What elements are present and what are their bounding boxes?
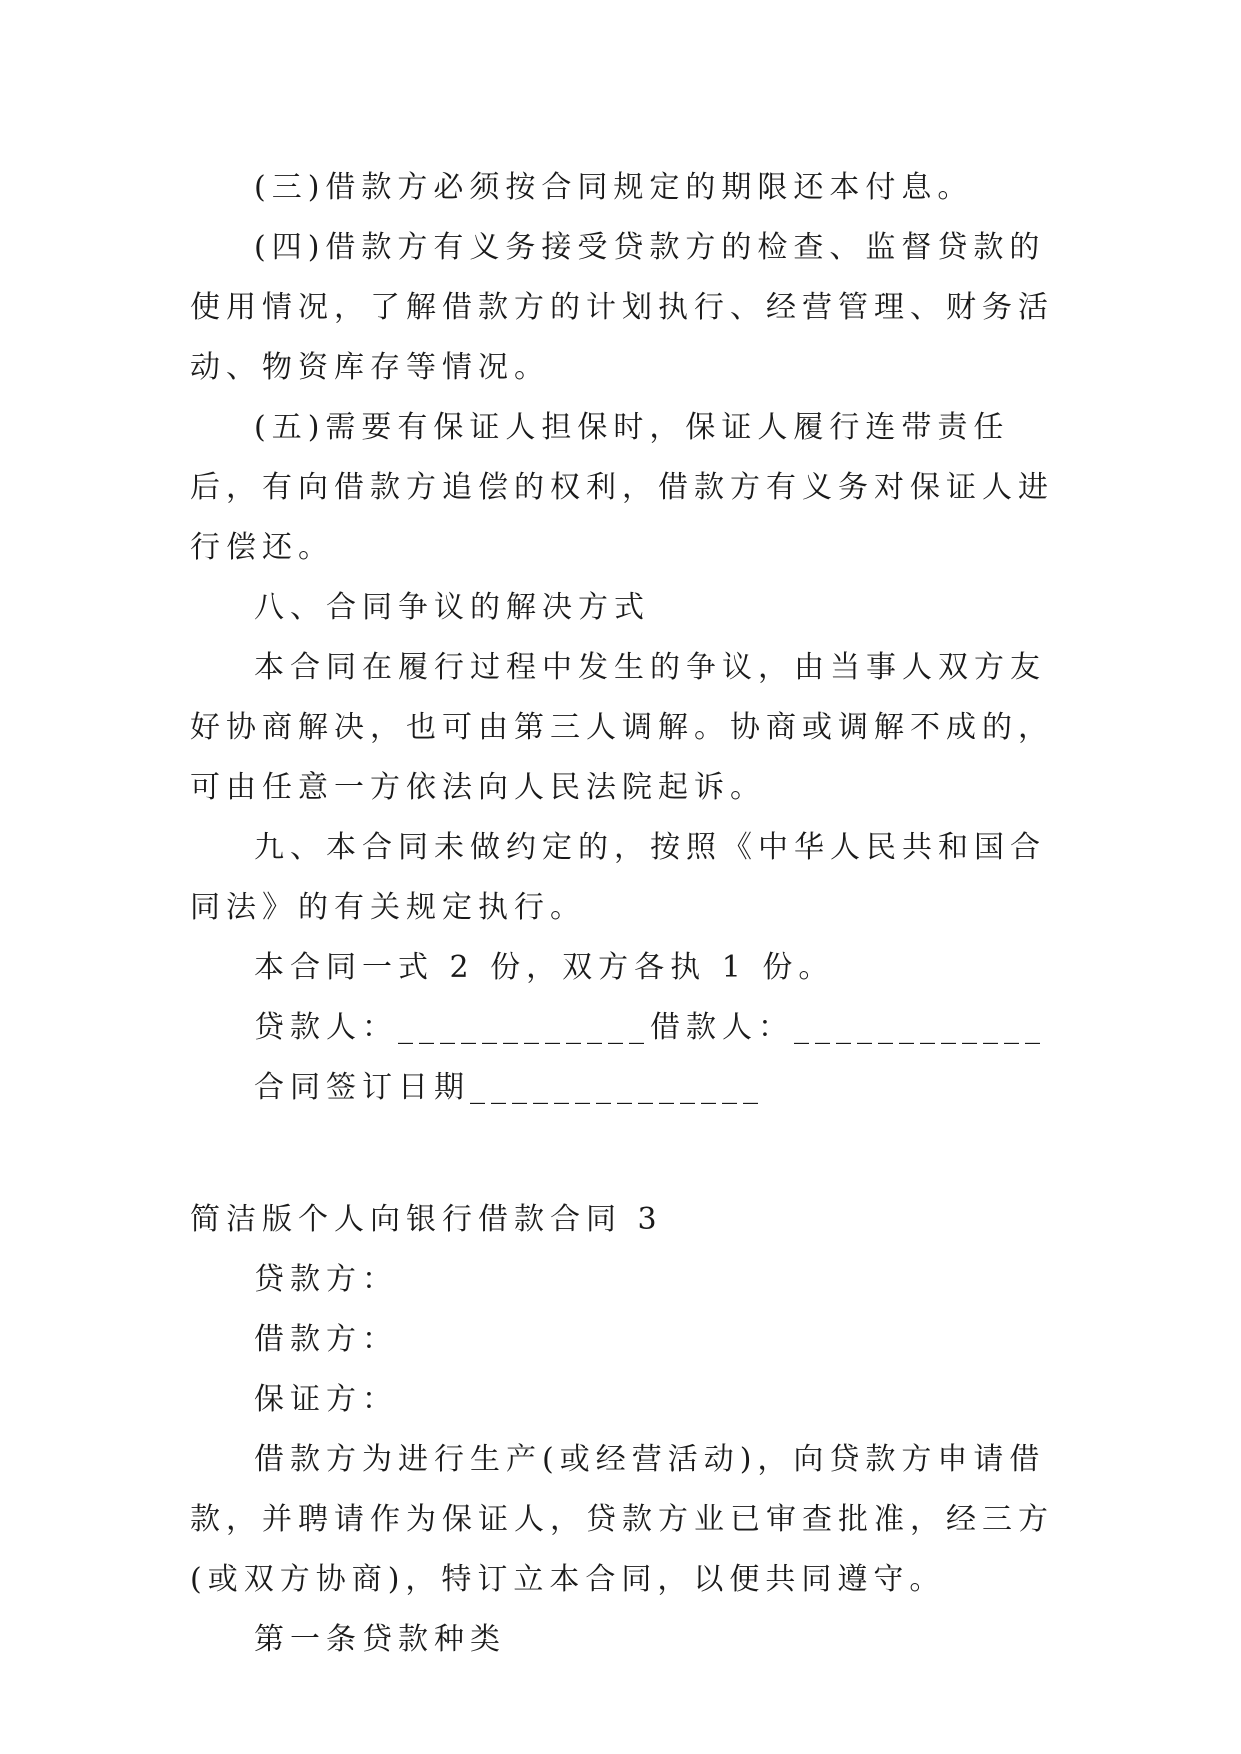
section-9-text: 九、本合同未做约定的，按照《中华人民共和国合同法》的有关规定执行。 — [190, 830, 1046, 925]
clause-3-repayment: (三)借款方必须按合同规定的期限还本付息。 — [254, 170, 974, 205]
section-title: 简洁版个人向银行借款合同 3 — [190, 1202, 663, 1237]
section-gap — [190, 1118, 1070, 1190]
lender-field: 贷款方： — [254, 1262, 398, 1297]
copies-text: 本合同一式 2 份，双方各执 1 份。 — [254, 950, 835, 985]
section-8-heading: 八、合同争议的解决方式 — [254, 590, 650, 625]
dispute-resolution-text: 本合同在履行过程中发生的争议，由当事人双方友好协商解决，也可由第三人调解。协商或调解不成的，可由任意一方依法向人民法院起诉。 — [190, 650, 1054, 805]
borrower-field: 借款方： — [254, 1322, 398, 1357]
signature-line: 贷款人：____________借款人：____________ — [254, 1010, 1046, 1045]
clause-4-inspection: (四)借款方有义务接受贷款方的检查、监督贷款的使用情况，了解借款方的计划执行、经营管理、财务活动、物资库存等情况。 — [190, 230, 1054, 385]
signing-date-line: 合同签订日期______________ — [254, 1070, 764, 1105]
clause-5-guarantor: (五)需要有保证人担保时，保证人履行连带责任后，有向借款方追偿的权利，借款方有义务对保证人进行偿还。 — [190, 410, 1054, 565]
document-body — [190, 158, 1070, 1670]
guarantor-field: 保证方： — [254, 1382, 398, 1417]
article-1-heading: 第一条贷款种类 — [254, 1622, 506, 1657]
preamble-text: 借款方为进行生产(或经营活动)，向贷款方申请借款，并聘请作为保证人，贷款方业已审查批准，经三方(或双方协商)，特订立本合同，以便共同遵守。 — [190, 1442, 1054, 1597]
